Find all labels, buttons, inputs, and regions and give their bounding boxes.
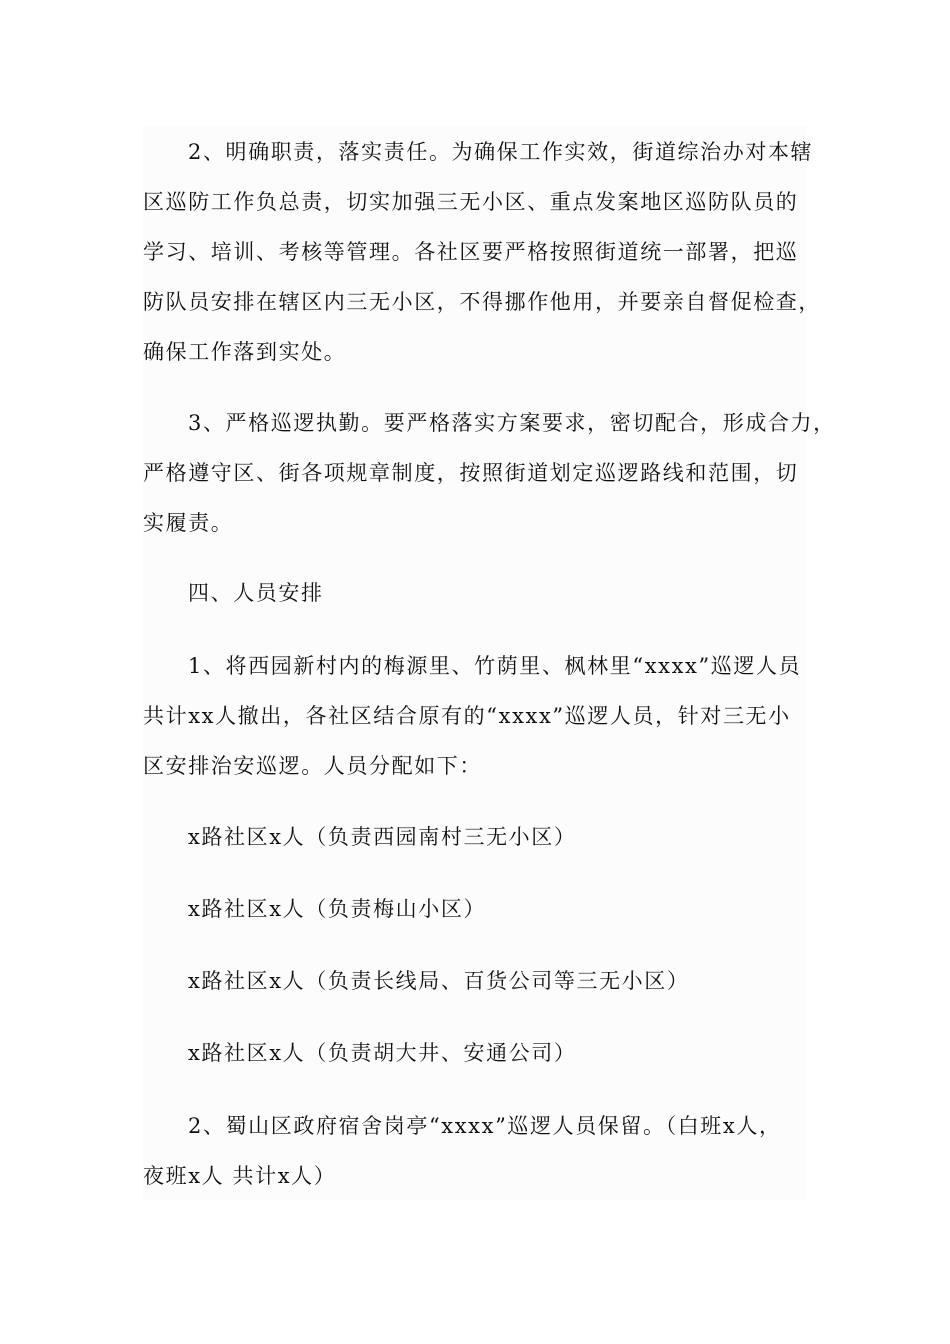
paragraph-line: 确保工作落到实处。 (143, 340, 347, 364)
paragraph-line: 3、严格巡逻执勤。要严格落实方案要求，密切配合，形成合力， (188, 411, 836, 435)
paragraph-responsibility (143, 127, 821, 377)
allocation-line: x路社区x人（负责西园南村三无小区） (188, 825, 577, 849)
paragraph-patrol-duty (143, 398, 836, 548)
paragraph-line: 夜班x人 共计x人） (143, 1164, 337, 1188)
paragraph-line: 共计xx人撤出，各社区结合原有的“xxxx”巡逻人员，针对三无小 (143, 704, 791, 728)
allocation-line: x路社区x人（负责梅山小区） (188, 897, 487, 921)
paragraph-line: 1、将西园新村内的梅源里、竹荫里、枫林里“xxxx”巡逻人员 (188, 654, 802, 678)
paragraph-line: 学习、培训、考核等管理。各社区要严格按照街道统一部署，把巡 (143, 240, 799, 264)
paragraph-line: 2、明确职责，落实责任。为确保工作实效，街道综治办对本辖 (188, 140, 814, 164)
paragraph-line: 2、蜀山区政府宿舍岗亭“xxxx”巡逻人员保留。（白班x人， (188, 1114, 782, 1138)
allocation-line: x路社区x人（负责胡大井、安通公司） (188, 1041, 577, 1065)
paragraph-line: 防队员安排在辖区内三无小区，不得挪作他用，并要亲自督促检查， (143, 290, 821, 314)
paragraph-line: 严格遵守区、街各项规章制度，按照街道划定巡逻路线和范围，切 (143, 461, 799, 485)
paragraph-reassignment (143, 641, 818, 791)
allocation-item (143, 812, 818, 862)
allocation-item (143, 1028, 818, 1078)
allocation-item (143, 956, 818, 1006)
allocation-line: x路社区x人（负责长线局、百货公司等三无小区） (188, 969, 690, 993)
paragraph-line: 实履责。 (143, 511, 234, 535)
paragraph-booth-retained (143, 1101, 818, 1201)
allocation-item (143, 884, 818, 934)
paragraph-line: 区安排治安巡逻。人员分配如下： (143, 754, 482, 778)
section-heading-staffing (143, 568, 818, 618)
paragraph-line: 区巡防工作负总责，切实加强三无小区、重点发案地区巡防队员的 (143, 190, 799, 214)
section-heading: 四、人员安排 (188, 581, 324, 605)
